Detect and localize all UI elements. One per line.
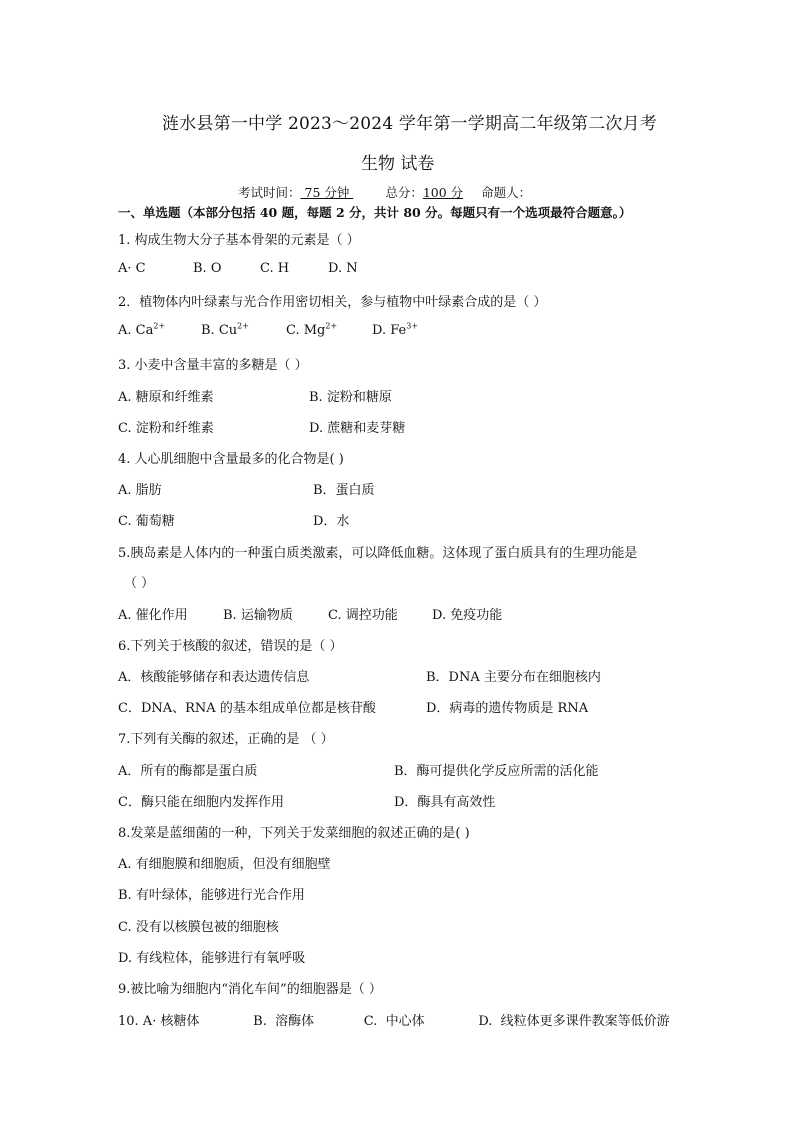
option: A．核酸能够储存和表达遗传信息 — [118, 670, 310, 685]
question-stem: 8.发菜是蓝细菌的一种，下列关于发菜细胞的叙述正确的是( ) — [118, 826, 470, 841]
option: C. 葡萄糖 — [118, 514, 175, 529]
exam-meta — [238, 183, 531, 201]
option: C. 没有以核膜包被的细胞核 — [118, 920, 279, 935]
author-label: 命题人： — [481, 185, 532, 200]
option: C. 调控功能 — [328, 608, 398, 623]
option: D．酶具有高效性 — [394, 795, 496, 810]
question-stem: 2．植物体内叶绿素与光合作用密切相关，参与植物中叶绿素合成的是（ ） — [118, 295, 547, 310]
option: D. 免疫功能 — [432, 608, 503, 623]
total-label: 总分： — [385, 185, 423, 200]
option: B. 运输物质 — [223, 608, 293, 623]
option: C．酶只能在细胞内发挥作用 — [118, 795, 284, 810]
option: D．水 — [313, 514, 350, 529]
question-stem: 7.下列有关酶的叙述，正确的是 （ ） — [118, 732, 334, 747]
option: D．病毒的遗传物质是 RNA — [426, 701, 589, 716]
option: C．DNA、RNA 的基本组成单位都是核苷酸 — [118, 701, 376, 716]
question-stem: 1. 构成生物大分子基本骨架的元素是（ ） — [118, 233, 360, 248]
question-stem: 5.胰岛素是人体内的一种蛋白质类激素，可以降低血糖。这体现了蛋白质具有的生理功能是 — [118, 546, 638, 561]
question-stem: 6.下列关于核酸的叙述，错误的是（ ） — [118, 639, 343, 654]
exam-time-label: 考试时间： — [238, 185, 301, 200]
option: C. 淀粉和纤维素 — [118, 421, 214, 436]
subject-title: 生物 试卷 — [361, 154, 435, 174]
option: B．酶可提供化学反应所需的活化能 — [394, 764, 599, 779]
exam-time-value: 75 分钟 — [300, 185, 354, 200]
section-heading: 一、单选题（本部分包括 40 题，每题 2 分，共计 80 分。每题只有一个选项最符合题意。） — [118, 205, 632, 220]
option-line: 10. A· 核糖体 B. 溶酶体 C. 中心体 D. 线粒体更多课件教案等低价游 — [118, 1014, 670, 1029]
question-stem-continued: （ ） — [124, 576, 155, 591]
question-stem: 9.被比喻为细胞内“消化车间”的细胞器是（ ） — [118, 982, 382, 997]
option: D. N — [328, 261, 358, 276]
option: B．蛋白质 — [313, 483, 375, 498]
option: C. H — [260, 261, 290, 276]
option: D. 蔗糖和麦芽糖 — [309, 421, 406, 436]
option: A. $Ca^{2+}$ — [118, 321, 166, 338]
option: A· C — [118, 261, 146, 276]
option: A．所有的酶都是蛋白质 — [118, 764, 258, 779]
option: D. $Fe^{3+}$ — [372, 321, 419, 338]
question-stem: 3. 小麦中含量丰富的多糖是（ ） — [118, 358, 308, 373]
exam-title: 涟水县第一中学 2023～2024 学年第一学期高二年级第二次月考 — [162, 114, 657, 134]
option: A. 脂肪 — [118, 483, 162, 498]
option: B. $Cu^{2+}$ — [201, 321, 249, 338]
option: A. 糖原和纤维素 — [118, 390, 214, 405]
option: B．DNA 主要分布在细胞核内 — [426, 670, 601, 685]
option: A. 催化作用 — [118, 608, 188, 623]
option: B. 淀粉和糖原 — [309, 390, 392, 405]
total-value: 100 分 — [422, 185, 464, 200]
option: A. 有细胞膜和细胞质，但没有细胞壁 — [118, 857, 331, 872]
option: B. O — [193, 261, 222, 276]
option: B. 有叶绿体，能够进行光合作用 — [118, 888, 305, 903]
option: C. $Mg^{2+}$ — [286, 321, 338, 338]
option: D. 有线粒体，能够进行有氧呼吸 — [118, 951, 306, 966]
question-stem: 4. 人心肌细胞中含量最多的化合物是( ) — [118, 452, 344, 467]
